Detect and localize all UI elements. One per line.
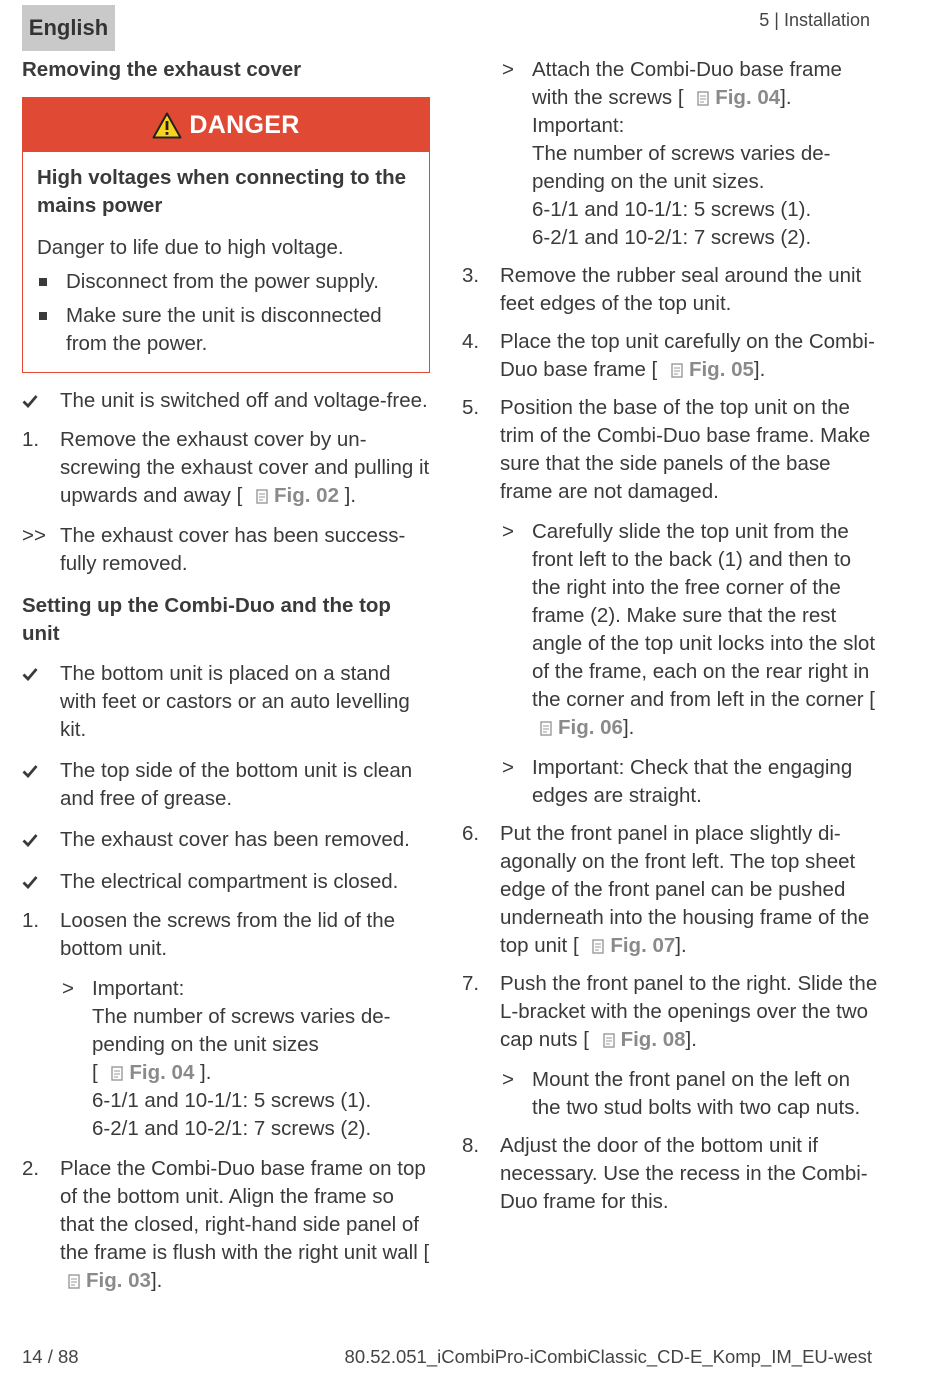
substep-item [502,56,882,252]
step-text: Remove the rubber seal around the unit feet edges of the top unit. [500,264,862,315]
heading-removing-exhaust-cover: Removing the exhaust cover [22,58,302,81]
prerequisite-marker [22,757,60,813]
step-number: 8. [462,1134,480,1157]
figure-icon [68,1274,80,1289]
checkmark-icon [22,667,38,681]
checkmark-icon [22,875,38,889]
square-bullet-icon [39,278,47,286]
substep-text-part: Carefully slide the top unit from the front left to the back (1) and then to the right into the free corner of the frame (2). Make sure that the rest angle of the top unit locks into the slot of the frame, each on the rear right in the corner and from left in the corner [ [532,520,876,711]
substep-text-part: ]. [622,716,635,739]
step-text-part: ]. [685,1028,697,1051]
step-text-part: ]. [753,358,766,381]
figure-icon [592,939,604,954]
figure-reference[interactable]: Fig. 03 [86,1269,151,1292]
step-number: 5. [462,396,480,419]
prerequisite-item [22,826,432,855]
result-item [22,522,432,578]
step-item [462,970,882,1054]
substep-marker: > [62,977,74,1000]
danger-box [22,97,430,373]
prerequisite-text: The electrical compartment is closed. [60,870,399,893]
substep-item [62,975,432,1143]
step-text: Adjust the door of the bottom unit if necessary. Use the recess in the Combi-Duo frame for this. [500,1134,868,1213]
step-number: 3. [462,264,480,287]
figure-icon [256,489,268,504]
substep-text: Mount the front panel on the left on the two stud bolts with two cap nuts. [532,1068,861,1119]
figure-reference[interactable]: Fig. 07 [610,934,676,957]
section-header: 5 | Installation [759,10,870,30]
prerequisite-marker [22,387,60,416]
result-marker: >> [22,524,46,547]
step-text-part: Place the Combi-Duo base frame on top of the bottom unit. Align the frame so that the closed, right-hand side panel of the frame is flush with the right unit wall [ [60,1157,430,1264]
substep-text-part: ]. Important: The number of screws varies de-pending on the unit sizes. 6-1/1 and 10-1/1: 5 screws (1). 6-2/1 and 10-2/1: 7 screws (2). [532,86,831,249]
language-badge: English [22,5,115,51]
substep-text: Important: Check that the engaging edges are straight. [532,756,853,807]
figure-reference[interactable]: Fig. 02 [274,484,339,507]
step-number: 4. [462,330,480,353]
figure-icon [603,1033,615,1048]
prerequisite-marker [22,826,60,855]
substep-marker: > [502,1068,514,1091]
step-item [22,1155,432,1295]
figure-reference[interactable]: Fig. 05 [688,358,754,381]
step-text: Position the base of the top unit on the trim of the Combi-Duo base frame. Make sure that the side panels of the base frame are not damaged. [500,396,871,503]
checkmark-icon [22,394,38,408]
step-number: 6. [462,822,480,845]
step-item [462,328,882,384]
step-number: 2. [22,1157,40,1180]
document-id: 80.52.051_iCombiPro-iCombiClassic_CD-E_Komp_IM_EU-west [344,1346,872,1367]
checkmark-icon [22,833,38,847]
danger-item [37,302,415,358]
figure-icon [697,91,709,106]
prerequisite-text: The bottom unit is placed on a stand with feet or castors or an auto levelling kit. [60,662,410,741]
prerequisite-text: The unit is switched off and voltage-free. [60,389,428,412]
figure-reference[interactable]: Fig. 06 [558,716,623,739]
step-text [500,820,882,960]
warning-triangle-icon [152,112,182,139]
prerequisite-item [22,757,432,813]
step-item [462,262,882,318]
page-number: 14 / 88 [22,1346,79,1367]
substep-text-part: Important: The number of screws varies de-pending on the unit sizes [ [92,977,391,1084]
step-text-part: Push the front panel to the right. Slide the L-bracket with the openings over the two cap nuts [ [500,972,878,1051]
right-column [462,56,882,1216]
danger-item-text: Make sure the unit is disconnected from the power. [66,304,382,355]
figure-icon [111,1066,123,1081]
prerequisite-marker [22,660,60,744]
figure-icon [671,363,683,378]
prerequisite-marker [22,868,60,897]
step-text-part: ]. [150,1269,163,1292]
substep-item [502,1066,882,1122]
danger-item-text: Disconnect from the power supply. [66,270,379,293]
figure-reference[interactable]: Fig. 04 [715,86,781,109]
step-text [500,328,882,384]
checkmark-icon [22,764,38,778]
prerequisite-item [22,660,432,744]
prerequisite-item [22,868,432,897]
substep-text [532,518,882,742]
step-item [462,1132,882,1216]
step-text-part: ]. [675,934,687,957]
step-text-part: Place the top unit carefully on the Combi-Duo base frame [ [500,330,875,381]
prerequisite-item [22,387,432,416]
left-column [22,56,432,1295]
step-item [22,907,432,963]
step-item [462,394,882,506]
step-text-part: ]. [338,484,357,507]
step-item [462,820,882,960]
substep-marker: > [502,756,514,779]
substep-text [532,56,882,252]
step-number: 7. [462,972,480,995]
figure-reference[interactable]: Fig. 04 [129,1061,195,1084]
danger-label: DANGER [189,111,300,139]
prerequisite-text: The exhaust cover has been removed. [60,828,410,851]
step-number: 1. [22,909,40,932]
figure-reference[interactable]: Fig. 08 [620,1028,686,1051]
substep-item [502,754,882,810]
danger-text: Danger to life due to high voltage. [37,236,344,259]
danger-header [23,98,429,152]
step-text [500,970,882,1054]
step-text: Loosen the screws from the lid of the bottom unit. [60,909,396,960]
step-text [60,426,432,510]
danger-body [23,152,429,372]
step-text-part: Put the front panel in place slightly di-agonally on the front left. The top sheet edge of the front panel can be pushed underneath into the housing frame of the top unit [ [500,822,870,957]
step-item [22,426,432,510]
substep-text-part: Attach the Combi-Duo base frame with the screws [ [532,58,842,109]
danger-title: High voltages when connecting to the mains power [37,166,407,217]
danger-item [37,268,415,296]
step-text-part: Remove the exhaust cover by un-screwing the exhaust cover and pulling it upwards and away [ [60,428,430,507]
figure-icon [540,721,552,736]
substep-text-part: ]. 6-1/1 and 10-1/1: 5 screws (1). 6-2/1 and 10-2/1: 7 screws (2). [92,1061,372,1140]
heading-setting-up-combi-duo: Setting up the Combi-Duo and the top unit [22,594,391,645]
step-number: 1. [22,428,40,451]
result-text: The exhaust cover has been success-fully removed. [60,524,406,575]
substep-marker: > [502,520,514,543]
step-text [60,1155,432,1295]
substep-item [502,518,882,742]
square-bullet-icon [39,312,47,320]
substep-marker: > [502,58,514,81]
substep-text [92,975,432,1143]
prerequisite-text: The top side of the bottom unit is clean and free of grease. [60,759,413,810]
